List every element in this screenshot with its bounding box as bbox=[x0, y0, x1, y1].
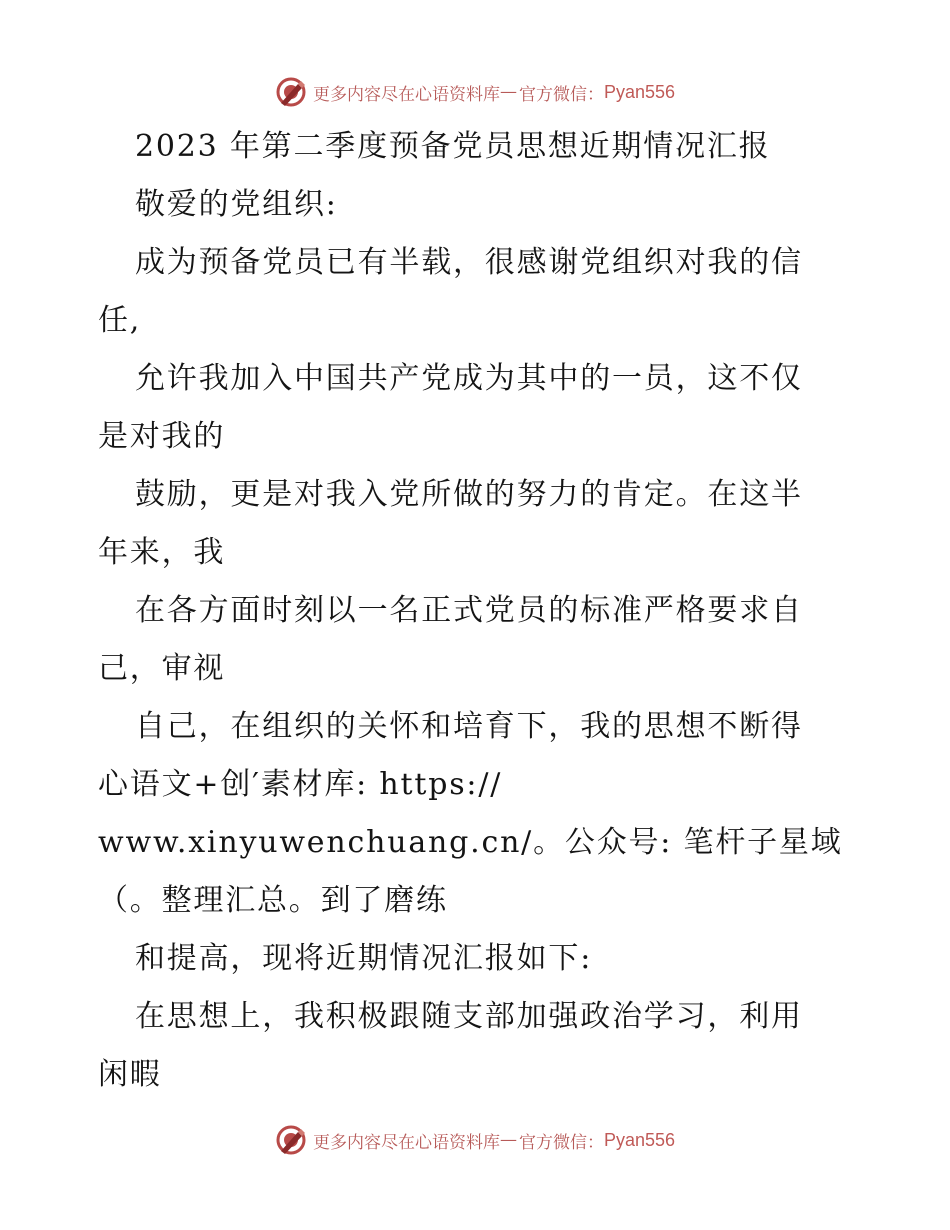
text-line: 是对我的 bbox=[98, 419, 226, 454]
footer-banner bbox=[0, 1120, 950, 1160]
text-line: 年来，我 bbox=[98, 535, 226, 570]
text-line: 允许我加入中国共产党成为其中的一员，这不仅 bbox=[135, 361, 803, 396]
text-line: 闲暇 bbox=[98, 1057, 162, 1092]
text-line: 2023 年第二季度预备党员思想近期情况汇报 bbox=[135, 129, 771, 164]
text-line: 成为预备党员已有半载，很感谢党组织对我的信 bbox=[135, 245, 803, 280]
text-line: 鼓励，更是对我入党所做的努力的肯定。在这半 bbox=[135, 477, 803, 512]
footer-wechat-label: 官方微信： bbox=[518, 1132, 604, 1153]
text-line: 任, bbox=[98, 303, 142, 338]
header-site-text: 更多内容尽在心语资料库 bbox=[312, 84, 500, 105]
footer-dash: — bbox=[499, 1130, 517, 1150]
pen-logo-icon bbox=[275, 1124, 307, 1156]
header-wechat-label: 官方微信： bbox=[518, 84, 604, 105]
text-line: 和提高，现将近期情况汇报如下: bbox=[135, 941, 593, 976]
text-line: 心语文+创′素材库: https:// bbox=[98, 767, 503, 802]
footer-site-text: 更多内容尽在心语资料库 bbox=[312, 1132, 500, 1153]
text-line: www.xinyuwenchuang.cn/。公众号: 笔杆子星域 bbox=[98, 825, 843, 860]
text-line: 己，审视 bbox=[98, 651, 226, 686]
text-line: 敬爱的党组织: bbox=[135, 187, 338, 222]
header-wechat-id: Pyan556 bbox=[603, 81, 676, 102]
pen-logo-icon bbox=[275, 76, 307, 108]
text-line: （。整理汇总。到了磨练 bbox=[98, 883, 448, 918]
header-dash: — bbox=[499, 82, 517, 102]
text-line: 在思想上，我积极跟随支部加强政治学习，利用 bbox=[135, 999, 803, 1034]
text-line: 自己，在组织的关怀和培育下，我的思想不断得 bbox=[135, 709, 803, 744]
footer-wechat-id: Pyan556 bbox=[603, 1129, 676, 1150]
document-body bbox=[98, 122, 868, 1108]
text-line: 在各方面时刻以一名正式党员的标准严格要求自 bbox=[135, 593, 803, 628]
header-banner bbox=[0, 72, 950, 112]
